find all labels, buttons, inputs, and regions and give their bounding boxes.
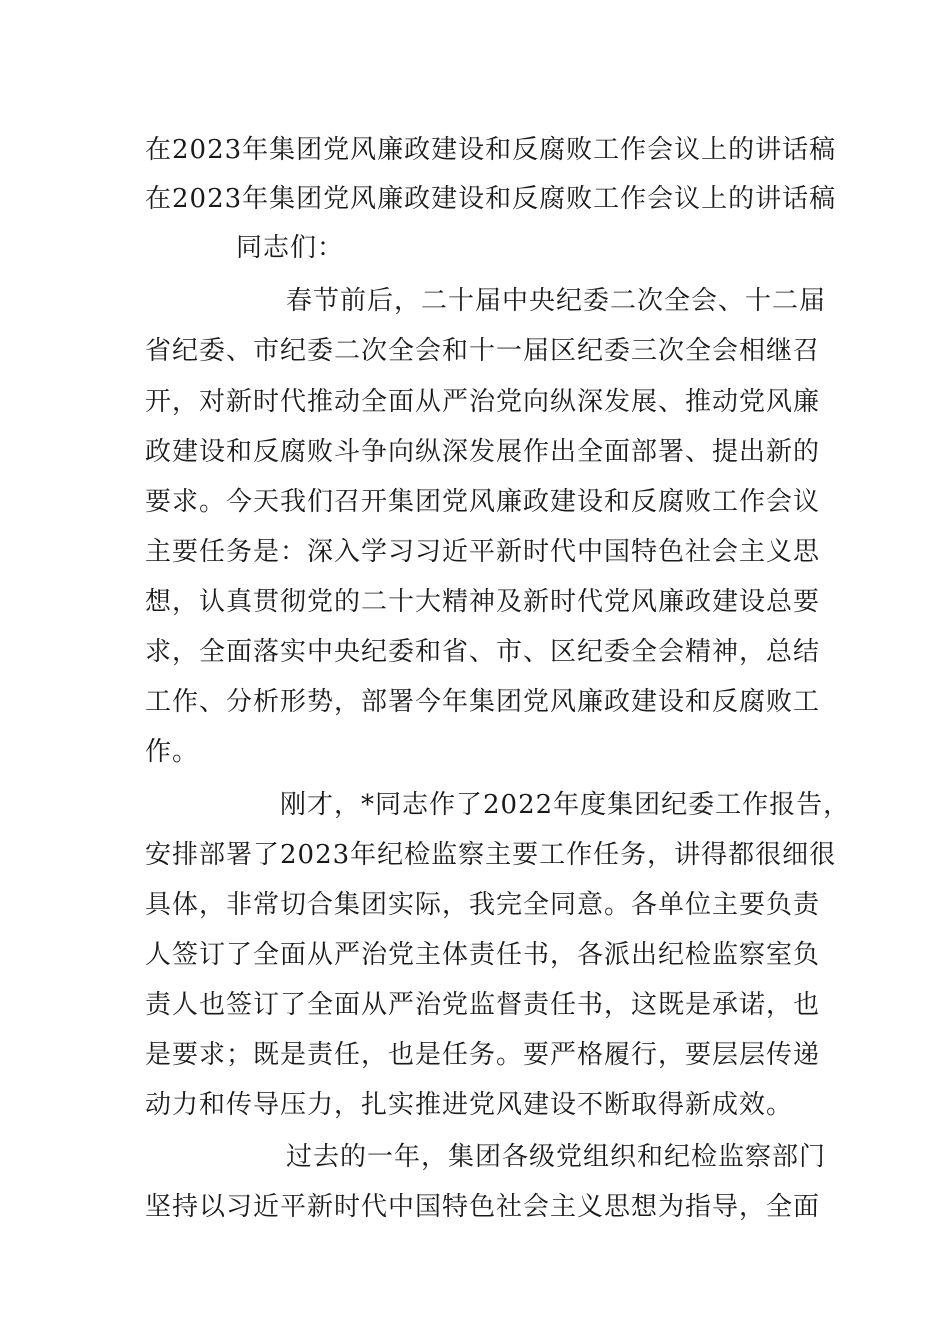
paragraph-line: 要求。今天我们召开集团党风廉政建设和反腐败工作会议 [145,487,821,517]
paragraph-line: 春节前后，二十届中央纪委二次全会、十二届 [286,286,827,316]
paragraph-line: 政建设和反腐败斗争向纵深发展作出全面部署、提出新的 [145,437,821,467]
paragraph-line: 坚持以习近平新时代中国特色社会主义思想为指导，全面 [145,1192,821,1222]
salutation: 同志们： [236,233,345,263]
paragraph-line: 作。 [145,737,200,767]
paragraph-line: 想，认真贯彻党的二十大精神及新时代党风廉政建设总要 [145,587,821,617]
paragraph-line: 刚才，*同志作了2022年度集团纪委工作报告， [280,790,851,820]
paragraph-line: 过去的一年，集团各级党组织和纪检监察部门 [286,1142,827,1172]
title-line-2: 在2023年集团党风廉政建设和反腐败工作会议上的讲话稿 [145,184,837,214]
paragraph-line: 人签订了全面从严治党主体责任书，各派出纪检监察室负 [145,940,821,970]
paragraph-line: 是要求；既是责任，也是任务。要严格履行，要层层传递 [145,1040,821,1070]
paragraph-line: 主要任务是：深入学习习近平新时代中国特色社会主义思 [145,537,821,567]
paragraph-line: 省纪委、市纪委二次全会和十一届区纪委三次全会相继召 [145,336,821,366]
paragraph-line: 责人也签订了全面从严治党监督责任书，这既是承诺，也 [145,990,821,1020]
paragraph-line: 具体，非常切合集团实际，我完全同意。各单位主要负责 [145,890,821,920]
paragraph-line: 开，对新时代推动全面从严治党向纵深发展、推动党风廉 [145,387,821,417]
paragraph-line: 求，全面落实中央纪委和省、市、区纪委全会精神，总结 [145,637,821,667]
paragraph-line: 安排部署了2023年纪检监察主要工作任务，讲得都很细很 [145,840,837,870]
paragraph-line: 动力和传导压力，扎实推进党风建设不断取得新成效。 [145,1090,794,1120]
paragraph-line: 工作、分析形势，部署今年集团党风廉政建设和反腐败工 [145,687,821,717]
title-line-1: 在2023年集团党风廉政建设和反腐败工作会议上的讲话稿 [145,135,837,165]
